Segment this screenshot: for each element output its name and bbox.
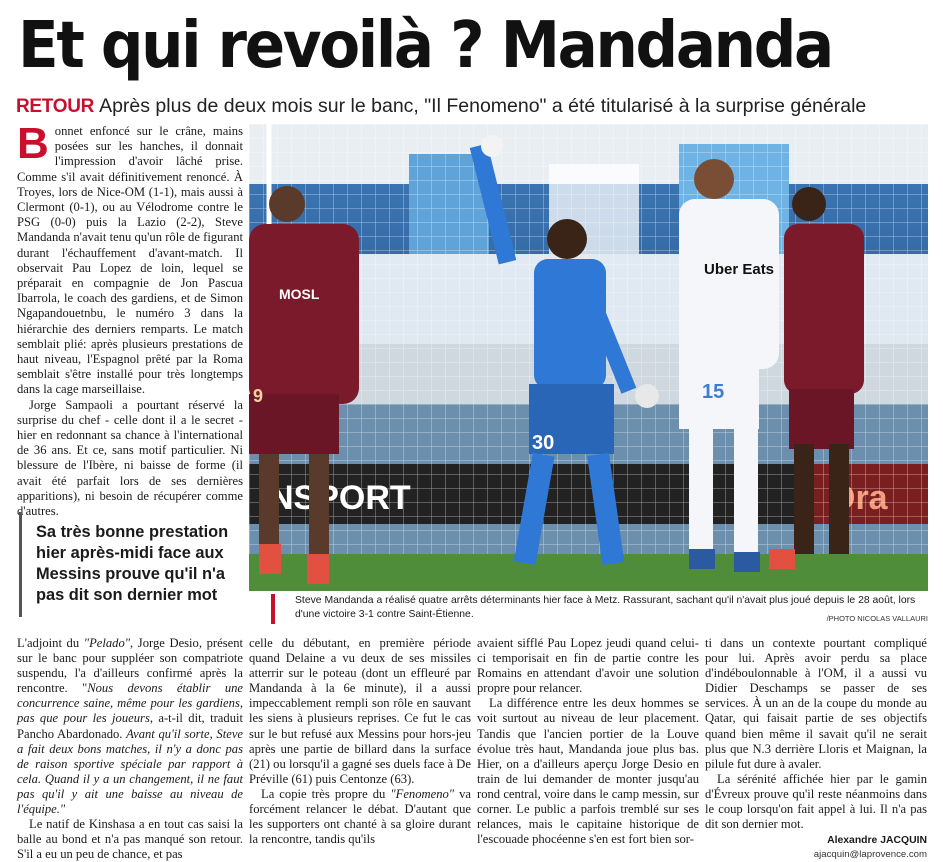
- intro-paragraph-2: Jorge Sampaoli a pourtant réservé la surprise du chef - celle dont il a le secret - hier en redonnant sa chance à l'international de 36 ans. Et ce, sans motif particulier. Ni blessure de l'Ibère, ni baisse de forme (il avait été parfait lors de ses dernières apparitions), ni besoin de récupérer comme d'autres.: [17, 397, 243, 519]
- intro-paragraph-1-text: onnet enfoncé sur le crâne, mains posées sur les hanches, il donnait l'impression d'avoir lâché prise. Comme s'il avait définitivement renoncé. À Troyes, lors de Nice-OM (1-1), mais aussi à Clermont (0-1), ou au Vélodrome contre le PSG (0-0) puis la Lazio (2-2), Steve Mandanda n'avait tenu qu'un rôle de figurant durant l'échauffement d'avant-match. Il observait Pau Lopez de loin, lequel se préparait en compagnie de Jon Pascua Ibarrola, le coach des gardiens, et de Simon Ngapandouetnbu, le numéro 3 dans la hiérarchie des derniers remparts. Le match semblait plié: après plusieurs prestations de haut niveau, l'Espagnol prêté par la Roma semblait s'être installé pour très longtemps dans la cage marseillaise.: [17, 124, 243, 397]
- c3-paragraph-1: avaient sifflé Pau Lopez jeudi quand celui-ci temporisait en fin de partie contre les Romains en attendant d'avoir une solution propre pour relancer.: [477, 636, 699, 696]
- shirt-sponsor-left: MOSL: [279, 286, 320, 302]
- kicker: RETOUR: [16, 96, 95, 117]
- c1-text-a: L'adjoint du: [17, 636, 84, 650]
- c2-paragraph-1: celle du débutant, en première période quand Delaine a vu deux de ses missiles atterrir sur le poteau (dont un effleuré par Mandanda à la 6e minute), il a aussi impeccablement rempli son rôle en sauvant les siens à plusieurs reprises. Ce fut le cas sur le but refusé aux Messins pour hors-jeu après une partie de billard dans la surface (21) ou lorsqu'il a gagné ses duels face à De Préville (61) puis Centonze (63).: [249, 636, 471, 786]
- player-number-defender: 15: [702, 381, 725, 403]
- match-photo: [249, 124, 928, 591]
- c1-quote: Nous devons établir une concurrence saine, même pour les gardiens, pas que pour les joueurs: [17, 681, 243, 726]
- photo-credit: /PHOTO NICOLAS VALLAURI: [826, 614, 928, 623]
- author-email[interactable]: ajacquin@laprovence.com: [813, 849, 927, 861]
- photo-caption: [271, 594, 928, 624]
- c1-text-b: , Jorge Desio, présent sur le banc pour suppléer son compatriote suspendu, l'a d'ailleurs confirmé après la rencontre. ": [17, 636, 243, 696]
- c3-paragraph-2: La différence entre les deux hommes se voit surtout au niveau de leur placement. Tandis que l'ancien portier de la Louve évolue très haut, Mandanda joue plus bas. Hier, on a d'ailleurs aperçu Jorge Desio en train de lui demander de monter jusqu'au rond central, voire dans le camp messin, sur corner. Le public a parfois tremblé sur ses relances, mais le capitaine historique de l'escouade phocéenne s'en est fort bien sor-: [477, 696, 699, 847]
- intro-column: [17, 119, 243, 519]
- c2-fenomeno: "Fenomeno": [390, 786, 455, 801]
- deck-text: Après plus de deux mois sur le banc, "Il Fenomeno" a été titularisé à la surprise générale: [99, 95, 867, 117]
- c4-paragraph-1: ti dans un contexte pourtant compliqué pour lui. Après avoir perdu sa place d'indéboulonnable à l'OM, il a aussi vu Didier Deschamps se passer de ses services. À un an de la coupe du monde au Qatar, qui faisait partie de ses objectifs quand bien même il savait qu'il ne serait plus que N.3 derrière Lloris et Maignan, la pilule fut dure à avaler.: [705, 636, 927, 771]
- body-column-1: [17, 636, 244, 862]
- author-signature: Alexandre JACQUIN: [827, 835, 927, 847]
- headline: Et qui revoilà ? Mandanda: [18, 9, 832, 83]
- c1-text-c: , a-t-il dit, traduit Pancho Abardonado.: [17, 711, 243, 741]
- body-column-4: [705, 636, 927, 861]
- player-number-left: 9: [253, 386, 264, 406]
- c1-paragraph-2: Le natif de Kinshasa a en tout cas saisi la balle au bond et n'a pas manqué son retour. S'il a eu un peu de chance, et pas: [17, 817, 243, 862]
- c1-paragraph-1: [17, 636, 243, 817]
- c1-pelado: "Pelado": [83, 636, 131, 650]
- c2-text-a: La copie très propre du: [261, 786, 391, 801]
- shirt-sponsor: Uber Eats: [704, 261, 775, 278]
- c4-paragraph-2: La sérénité affichée hier par le gamin d'Évreux prouve qu'il reste néanmoins dans le coup lorsqu'on fait appel à lui. Il n'a pas dit son dernier mot.: [705, 771, 927, 832]
- c2-text-b: va forcément relancer le débat. D'autant que les supporters ont chanté à sa gloire durant la rencontre, tandis qu'ils: [249, 786, 471, 847]
- body-column-3: [477, 636, 699, 846]
- match-photo-illustration: [249, 124, 928, 591]
- c2-paragraph-2: [249, 787, 471, 847]
- player-number-keeper: 30: [532, 432, 555, 454]
- pull-quote: Sa très bonne prestation hier après-midi face aux Messins prouve qu'il n'a pas dit son dernier mot: [19, 512, 241, 617]
- caption-text: Steve Mandanda a réalisé quatre arrêts déterminants hier face à Metz. Rassurant, sachant qu'il n'avait plus joué depuis le 28 août, lors d'une victoire 3-1 contre Saint-Étienne.: [295, 595, 916, 620]
- intro-paragraph-1: [17, 119, 243, 398]
- body-column-2: [249, 636, 471, 846]
- c1-quote-2: Avant qu'il sorte, Steve a fait deux bons matches, il n'y a donc pas de raison sportive spéciale par rapport à cela. Quand il y a un changement, il ne faut pas qu'il y ait une baisse au niveau de l'équipe.": [17, 726, 244, 817]
- deck: [16, 92, 936, 120]
- dropcap: B: [17, 119, 49, 168]
